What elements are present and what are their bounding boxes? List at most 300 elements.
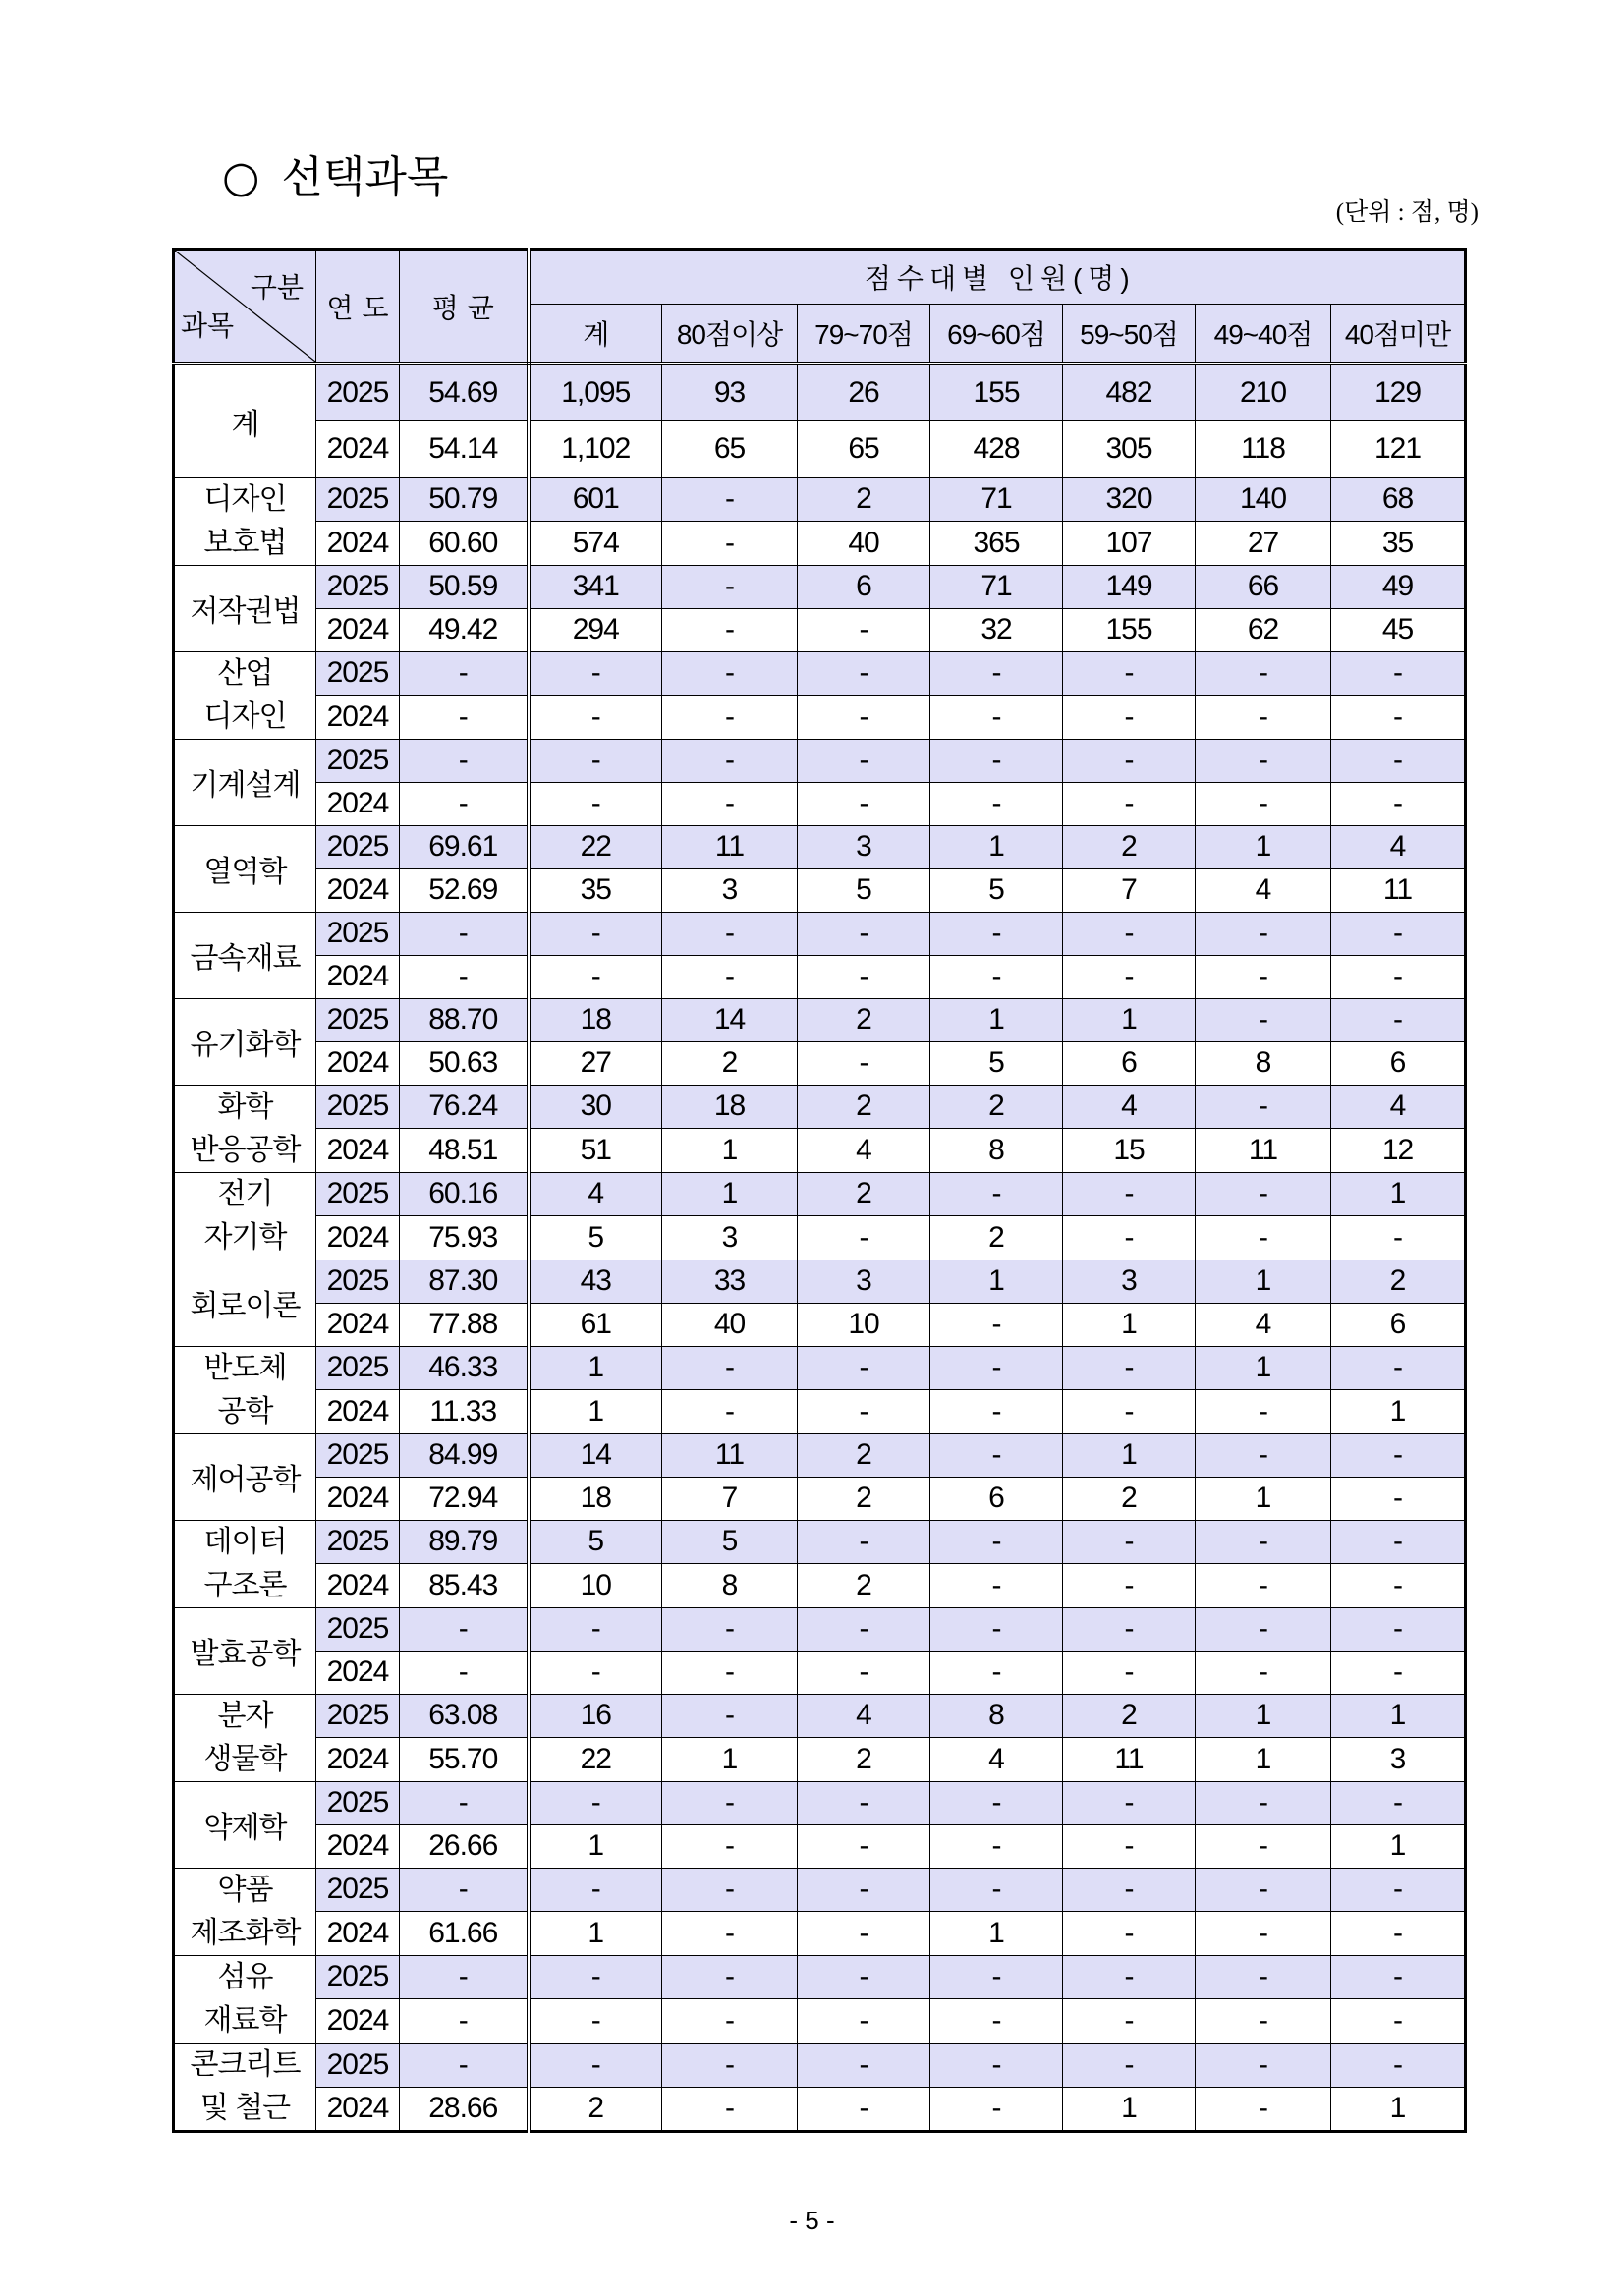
count-cell: 8 <box>930 1129 1063 1173</box>
average-cell: - <box>400 696 529 740</box>
count-cell: - <box>1331 1999 1466 2044</box>
count-cell: - <box>1196 1607 1331 1651</box>
average-cell: 48.51 <box>400 1129 529 1173</box>
average-cell: 89.79 <box>400 1520 529 1564</box>
count-cell: 5 <box>930 1041 1063 1085</box>
count-cell: - <box>930 1520 1063 1564</box>
count-cell: - <box>798 1912 930 1956</box>
average-cell: 84.99 <box>400 1433 529 1477</box>
table-row <box>174 739 1466 782</box>
year-cell: 2025 <box>316 1520 400 1564</box>
count-cell: - <box>930 1172 1063 1216</box>
table-row <box>174 1912 1466 1956</box>
count-cell: 1 <box>1331 1694 1466 1738</box>
subject-label: 생물학 <box>203 1742 287 1775</box>
count-cell: 2 <box>798 1477 930 1520</box>
count-cell: 320 <box>1063 477 1196 522</box>
count-cell: 4 <box>1196 1303 1331 1346</box>
count-cell: 4 <box>798 1694 930 1738</box>
count-cell: 1 <box>1063 998 1196 1041</box>
average-cell: 50.79 <box>400 477 529 522</box>
count-cell: - <box>1196 1564 1331 1608</box>
table-row <box>174 825 1466 868</box>
count-cell: 10 <box>529 1564 662 1608</box>
count-cell: - <box>1063 1520 1196 1564</box>
count-cell: 35 <box>1331 522 1466 566</box>
count-cell: - <box>930 1955 1063 1999</box>
count-cell: - <box>1196 739 1331 782</box>
count-cell: 4 <box>1063 1085 1196 1129</box>
count-cell: - <box>1063 1955 1196 1999</box>
count-cell: - <box>1063 955 1196 998</box>
subject-cell <box>174 1260 316 1346</box>
count-cell: 305 <box>1063 420 1196 477</box>
count-cell: - <box>930 739 1063 782</box>
count-cell: - <box>798 1041 930 1085</box>
subject-label: 금속재료 <box>190 942 301 975</box>
count-cell: - <box>1063 1868 1196 1912</box>
count-cell: - <box>1331 1346 1466 1390</box>
count-cell: 1 <box>1196 1738 1331 1782</box>
subject-label: 발효공학 <box>190 1638 301 1670</box>
average-cell: 87.30 <box>400 1260 529 1303</box>
count-cell: 8 <box>930 1694 1063 1738</box>
count-cell: - <box>662 1999 798 2044</box>
table-row <box>174 782 1466 825</box>
count-cell: - <box>798 608 930 651</box>
year-cell: 2024 <box>316 1564 400 1608</box>
subject-label: 반도체 <box>203 1351 287 1384</box>
table-row <box>174 998 1466 1041</box>
count-cell: 22 <box>529 825 662 868</box>
count-cell: 18 <box>662 1085 798 1129</box>
year-cell: 2024 <box>316 955 400 998</box>
count-cell: - <box>1063 1651 1196 1694</box>
count-cell: 2 <box>1063 1477 1196 1520</box>
count-cell: 3 <box>1331 1738 1466 1782</box>
count-cell: - <box>1196 651 1331 696</box>
band-header: 69~60점 <box>930 304 1063 364</box>
count-cell: - <box>529 2043 662 2087</box>
count-cell: - <box>1063 1912 1196 1956</box>
count-cell: - <box>1063 1564 1196 1608</box>
count-cell: - <box>1196 1651 1331 1694</box>
count-cell: - <box>1196 998 1331 1041</box>
count-cell: - <box>930 912 1063 955</box>
subject-cell <box>174 1955 316 2043</box>
count-cell: - <box>798 955 930 998</box>
subject-label: 열역학 <box>203 856 287 888</box>
count-cell: - <box>1063 2043 1196 2087</box>
subject-label: 저작권법 <box>190 595 301 628</box>
count-cell: - <box>662 1346 798 1390</box>
table-row <box>174 1955 1466 1999</box>
year-cell: 2025 <box>316 1085 400 1129</box>
average-cell: 26.66 <box>400 1824 529 1868</box>
count-cell: 1,102 <box>529 420 662 477</box>
count-cell: - <box>1331 1912 1466 1956</box>
count-cell: - <box>1331 1607 1466 1651</box>
average-cell: 50.63 <box>400 1041 529 1085</box>
section-title <box>222 150 448 205</box>
table-row <box>174 651 1466 696</box>
count-cell: - <box>1196 955 1331 998</box>
table-row <box>174 868 1466 912</box>
subject-cell <box>174 1607 316 1694</box>
count-cell: 1 <box>1331 1824 1466 1868</box>
subject-cell <box>174 825 316 912</box>
band-header: 79~70점 <box>798 304 930 364</box>
average-cell: - <box>400 2043 529 2087</box>
count-cell: 1 <box>529 1346 662 1390</box>
count-cell: - <box>930 1303 1063 1346</box>
year-cell: 2024 <box>316 1477 400 1520</box>
table-row <box>174 912 1466 955</box>
count-cell: 4 <box>930 1738 1063 1782</box>
table-row <box>174 1041 1466 1085</box>
count-cell: 1 <box>1331 1390 1466 1434</box>
average-cell: - <box>400 1781 529 1824</box>
count-cell: 482 <box>1063 364 1196 420</box>
subject-label: 데이터 <box>203 1525 287 1558</box>
count-cell: - <box>1196 1868 1331 1912</box>
count-cell: 11 <box>1331 868 1466 912</box>
table-row <box>174 1433 1466 1477</box>
count-cell: - <box>1063 696 1196 740</box>
table-row <box>174 1651 1466 1694</box>
band-header: 49~40점 <box>1196 304 1331 364</box>
count-cell: 3 <box>662 1216 798 1260</box>
count-cell: 11 <box>662 1433 798 1477</box>
count-cell: - <box>798 1651 930 1694</box>
subject-cell <box>174 2043 316 2131</box>
count-cell: - <box>662 651 798 696</box>
count-cell: - <box>662 2043 798 2087</box>
subject-label: 전기 <box>217 1177 273 1210</box>
table-body <box>174 364 1466 2131</box>
year-cell: 2024 <box>316 2087 400 2131</box>
count-cell: 1 <box>930 998 1063 1041</box>
count-cell: 61 <box>529 1303 662 1346</box>
count-cell: 65 <box>662 420 798 477</box>
score-band-group-header: 점수대별 인원(명) <box>529 250 1466 305</box>
count-cell: 35 <box>529 868 662 912</box>
count-cell: - <box>662 1781 798 1824</box>
count-cell: 27 <box>529 1041 662 1085</box>
count-cell: 1 <box>529 1824 662 1868</box>
count-cell: 2 <box>798 1085 930 1129</box>
count-cell: - <box>1331 696 1466 740</box>
table-row <box>174 1216 1466 1260</box>
table-row <box>174 955 1466 998</box>
section-title-text: 선택과목 <box>281 152 449 202</box>
count-cell: - <box>930 696 1063 740</box>
count-cell: 1 <box>1331 2087 1466 2131</box>
year-cell: 2025 <box>316 1607 400 1651</box>
count-cell: - <box>798 651 930 696</box>
count-cell: 210 <box>1196 364 1331 420</box>
table-row <box>174 1607 1466 1651</box>
count-cell: 2 <box>798 998 930 1041</box>
circle-bullet-icon: ○ <box>222 152 260 202</box>
count-cell: 1 <box>1063 1433 1196 1477</box>
count-cell: 6 <box>1331 1303 1466 1346</box>
average-cell: - <box>400 1651 529 1694</box>
count-cell: - <box>662 1694 798 1738</box>
count-cell: - <box>798 912 930 955</box>
count-cell: - <box>662 1868 798 1912</box>
count-cell: - <box>798 2043 930 2087</box>
average-cell: 49.42 <box>400 608 529 651</box>
subject-label: 공학 <box>217 1394 273 1428</box>
count-cell: 93 <box>662 364 798 420</box>
count-cell: - <box>662 696 798 740</box>
subject-label: 제조화학 <box>190 1916 301 1949</box>
count-cell: - <box>1063 1172 1196 1216</box>
year-cell: 2024 <box>316 420 400 477</box>
count-cell: 1,095 <box>529 364 662 420</box>
subject-label: 디자인 <box>203 700 287 733</box>
count-cell: - <box>1196 1824 1331 1868</box>
count-cell: - <box>662 608 798 651</box>
count-cell: 40 <box>798 522 930 566</box>
count-cell: - <box>1196 1433 1331 1477</box>
average-cell: 63.08 <box>400 1694 529 1738</box>
year-header: 연도 <box>316 250 400 364</box>
count-cell: 1 <box>662 1129 798 1173</box>
count-cell: - <box>529 912 662 955</box>
count-cell: 4 <box>1331 825 1466 868</box>
year-cell: 2024 <box>316 1216 400 1260</box>
year-cell: 2025 <box>316 2043 400 2087</box>
subject-cell <box>174 1868 316 1955</box>
subject-label: 섬유 <box>217 1960 273 1993</box>
count-cell: - <box>1331 998 1466 1041</box>
table-row <box>174 1564 1466 1608</box>
average-cell: 46.33 <box>400 1346 529 1390</box>
count-cell: - <box>1196 1172 1331 1216</box>
count-cell: - <box>1063 1781 1196 1824</box>
subject-label: 기계설계 <box>190 769 301 802</box>
count-cell: - <box>798 1999 930 2044</box>
subject-label: 유기화학 <box>190 1029 301 1061</box>
subject-label: 및 철근 <box>199 2091 291 2124</box>
count-cell: - <box>930 1781 1063 1824</box>
count-cell: 2 <box>662 1041 798 1085</box>
table-row <box>174 1520 1466 1564</box>
year-cell: 2025 <box>316 825 400 868</box>
count-cell: - <box>798 2087 930 2131</box>
count-cell: 1 <box>930 1912 1063 1956</box>
band-header: 80점이상 <box>662 304 798 364</box>
count-cell: 2 <box>798 1172 930 1216</box>
average-cell: 54.14 <box>400 420 529 477</box>
table-row <box>174 1694 1466 1738</box>
count-cell: 6 <box>1063 1041 1196 1085</box>
average-cell: - <box>400 1955 529 1999</box>
subject-label: 계 <box>231 408 259 441</box>
count-cell: - <box>930 1607 1063 1651</box>
count-cell: - <box>1063 1999 1196 2044</box>
count-cell: - <box>1063 782 1196 825</box>
count-cell: - <box>1331 1216 1466 1260</box>
count-cell: 26 <box>798 364 930 420</box>
average-header: 평균 <box>400 250 529 364</box>
subject-label: 보호법 <box>203 526 287 559</box>
table-row <box>174 1172 1466 1216</box>
count-cell: 4 <box>798 1129 930 1173</box>
table-row <box>174 565 1466 608</box>
count-cell: 1 <box>1063 2087 1196 2131</box>
count-cell: - <box>1196 782 1331 825</box>
count-cell: - <box>798 739 930 782</box>
subject-label: 분자 <box>217 1699 273 1732</box>
subject-cell <box>174 1085 316 1172</box>
average-cell: 11.33 <box>400 1390 529 1434</box>
count-cell: - <box>1063 1607 1196 1651</box>
year-cell: 2025 <box>316 1781 400 1824</box>
subject-cell <box>174 651 316 739</box>
count-cell: - <box>1331 1477 1466 1520</box>
subject-label: 약제학 <box>203 1812 287 1844</box>
count-cell: - <box>798 1781 930 1824</box>
subject-label: 제어공학 <box>190 1464 301 1496</box>
average-cell: - <box>400 782 529 825</box>
year-cell: 2025 <box>316 1172 400 1216</box>
subject-cell <box>174 1346 316 1433</box>
count-cell: 16 <box>529 1694 662 1738</box>
count-cell: 118 <box>1196 420 1331 477</box>
year-cell: 2025 <box>316 1433 400 1477</box>
count-cell: - <box>1331 1955 1466 1999</box>
count-cell: - <box>798 1607 930 1651</box>
count-cell: 1 <box>529 1912 662 1956</box>
year-cell: 2024 <box>316 1303 400 1346</box>
subject-label: 구조론 <box>203 1568 287 1601</box>
count-cell: 3 <box>662 868 798 912</box>
count-cell: - <box>1196 2087 1331 2131</box>
count-cell: 7 <box>662 1477 798 1520</box>
average-cell: 50.59 <box>400 565 529 608</box>
table-row <box>174 608 1466 651</box>
subject-cell <box>174 1520 316 1607</box>
count-cell: - <box>1331 651 1466 696</box>
count-cell: 107 <box>1063 522 1196 566</box>
subject-label: 재료학 <box>203 2003 287 2037</box>
average-cell: - <box>400 1999 529 2044</box>
year-cell: 2025 <box>316 1955 400 1999</box>
average-cell: 55.70 <box>400 1738 529 1782</box>
count-cell: 1 <box>1196 1477 1331 1520</box>
count-cell: 45 <box>1331 608 1466 651</box>
year-cell: 2025 <box>316 998 400 1041</box>
count-cell: - <box>798 782 930 825</box>
count-cell: 155 <box>1063 608 1196 651</box>
count-cell: - <box>529 651 662 696</box>
count-cell: 22 <box>529 1738 662 1782</box>
count-cell: 1 <box>930 1260 1063 1303</box>
corner-header <box>174 250 316 364</box>
table-row <box>174 1303 1466 1346</box>
count-cell: - <box>798 1216 930 1260</box>
count-cell: - <box>529 739 662 782</box>
count-cell: - <box>798 1346 930 1390</box>
count-cell: 341 <box>529 565 662 608</box>
average-cell: 28.66 <box>400 2087 529 2131</box>
subject-label: 화학 <box>217 1090 273 1123</box>
subject-cell <box>174 364 316 477</box>
subject-label: 회로이론 <box>190 1290 301 1322</box>
band-header: 59~50점 <box>1063 304 1196 364</box>
subject-cell <box>174 912 316 998</box>
count-cell: 2 <box>529 2087 662 2131</box>
band-header: 계 <box>529 304 662 364</box>
subject-cell <box>174 1781 316 1868</box>
count-cell: 8 <box>662 1564 798 1608</box>
count-cell: - <box>930 1564 1063 1608</box>
count-cell: - <box>1063 1390 1196 1434</box>
count-cell: - <box>1063 651 1196 696</box>
count-cell: 1 <box>1196 1346 1331 1390</box>
count-cell: 14 <box>529 1433 662 1477</box>
subject-cell <box>174 1433 316 1520</box>
table-row <box>174 1868 1466 1912</box>
count-cell: 121 <box>1331 420 1466 477</box>
average-cell: 60.60 <box>400 522 529 566</box>
count-cell: 5 <box>798 868 930 912</box>
count-cell: 1 <box>1196 1260 1331 1303</box>
count-cell: 1 <box>1063 1303 1196 1346</box>
count-cell: - <box>930 1868 1063 1912</box>
count-cell: 365 <box>930 522 1063 566</box>
count-cell: - <box>662 1824 798 1868</box>
count-cell: 43 <box>529 1260 662 1303</box>
count-cell: - <box>662 522 798 566</box>
header-row <box>174 250 1466 305</box>
count-cell: 14 <box>662 998 798 1041</box>
subject-label: 약품 <box>217 1873 273 1906</box>
table-row <box>174 1738 1466 1782</box>
subject-label: 디자인 <box>203 482 287 516</box>
count-cell: - <box>798 1955 930 1999</box>
count-cell: 1 <box>1331 1172 1466 1216</box>
table-row <box>174 1781 1466 1824</box>
subject-cell <box>174 1172 316 1260</box>
count-cell: 3 <box>798 825 930 868</box>
count-cell: - <box>529 696 662 740</box>
count-cell: - <box>529 1607 662 1651</box>
count-cell: - <box>529 955 662 998</box>
count-cell: - <box>662 477 798 522</box>
count-cell: - <box>529 1999 662 2044</box>
year-cell: 2025 <box>316 651 400 696</box>
table-row <box>174 2087 1466 2131</box>
count-cell: - <box>1196 1912 1331 1956</box>
count-cell: - <box>1196 1955 1331 1999</box>
count-cell: - <box>1196 1520 1331 1564</box>
count-cell: 8 <box>1196 1041 1331 1085</box>
count-cell: 294 <box>529 608 662 651</box>
count-cell: 155 <box>930 364 1063 420</box>
count-cell: 11 <box>1063 1738 1196 1782</box>
count-cell: - <box>930 1999 1063 2044</box>
count-cell: 1 <box>529 1390 662 1434</box>
band-header: 40점미만 <box>1331 304 1466 364</box>
year-cell: 2025 <box>316 1694 400 1738</box>
page-number: - 5 - <box>789 2206 835 2235</box>
count-cell: 6 <box>798 565 930 608</box>
table-row <box>174 1260 1466 1303</box>
